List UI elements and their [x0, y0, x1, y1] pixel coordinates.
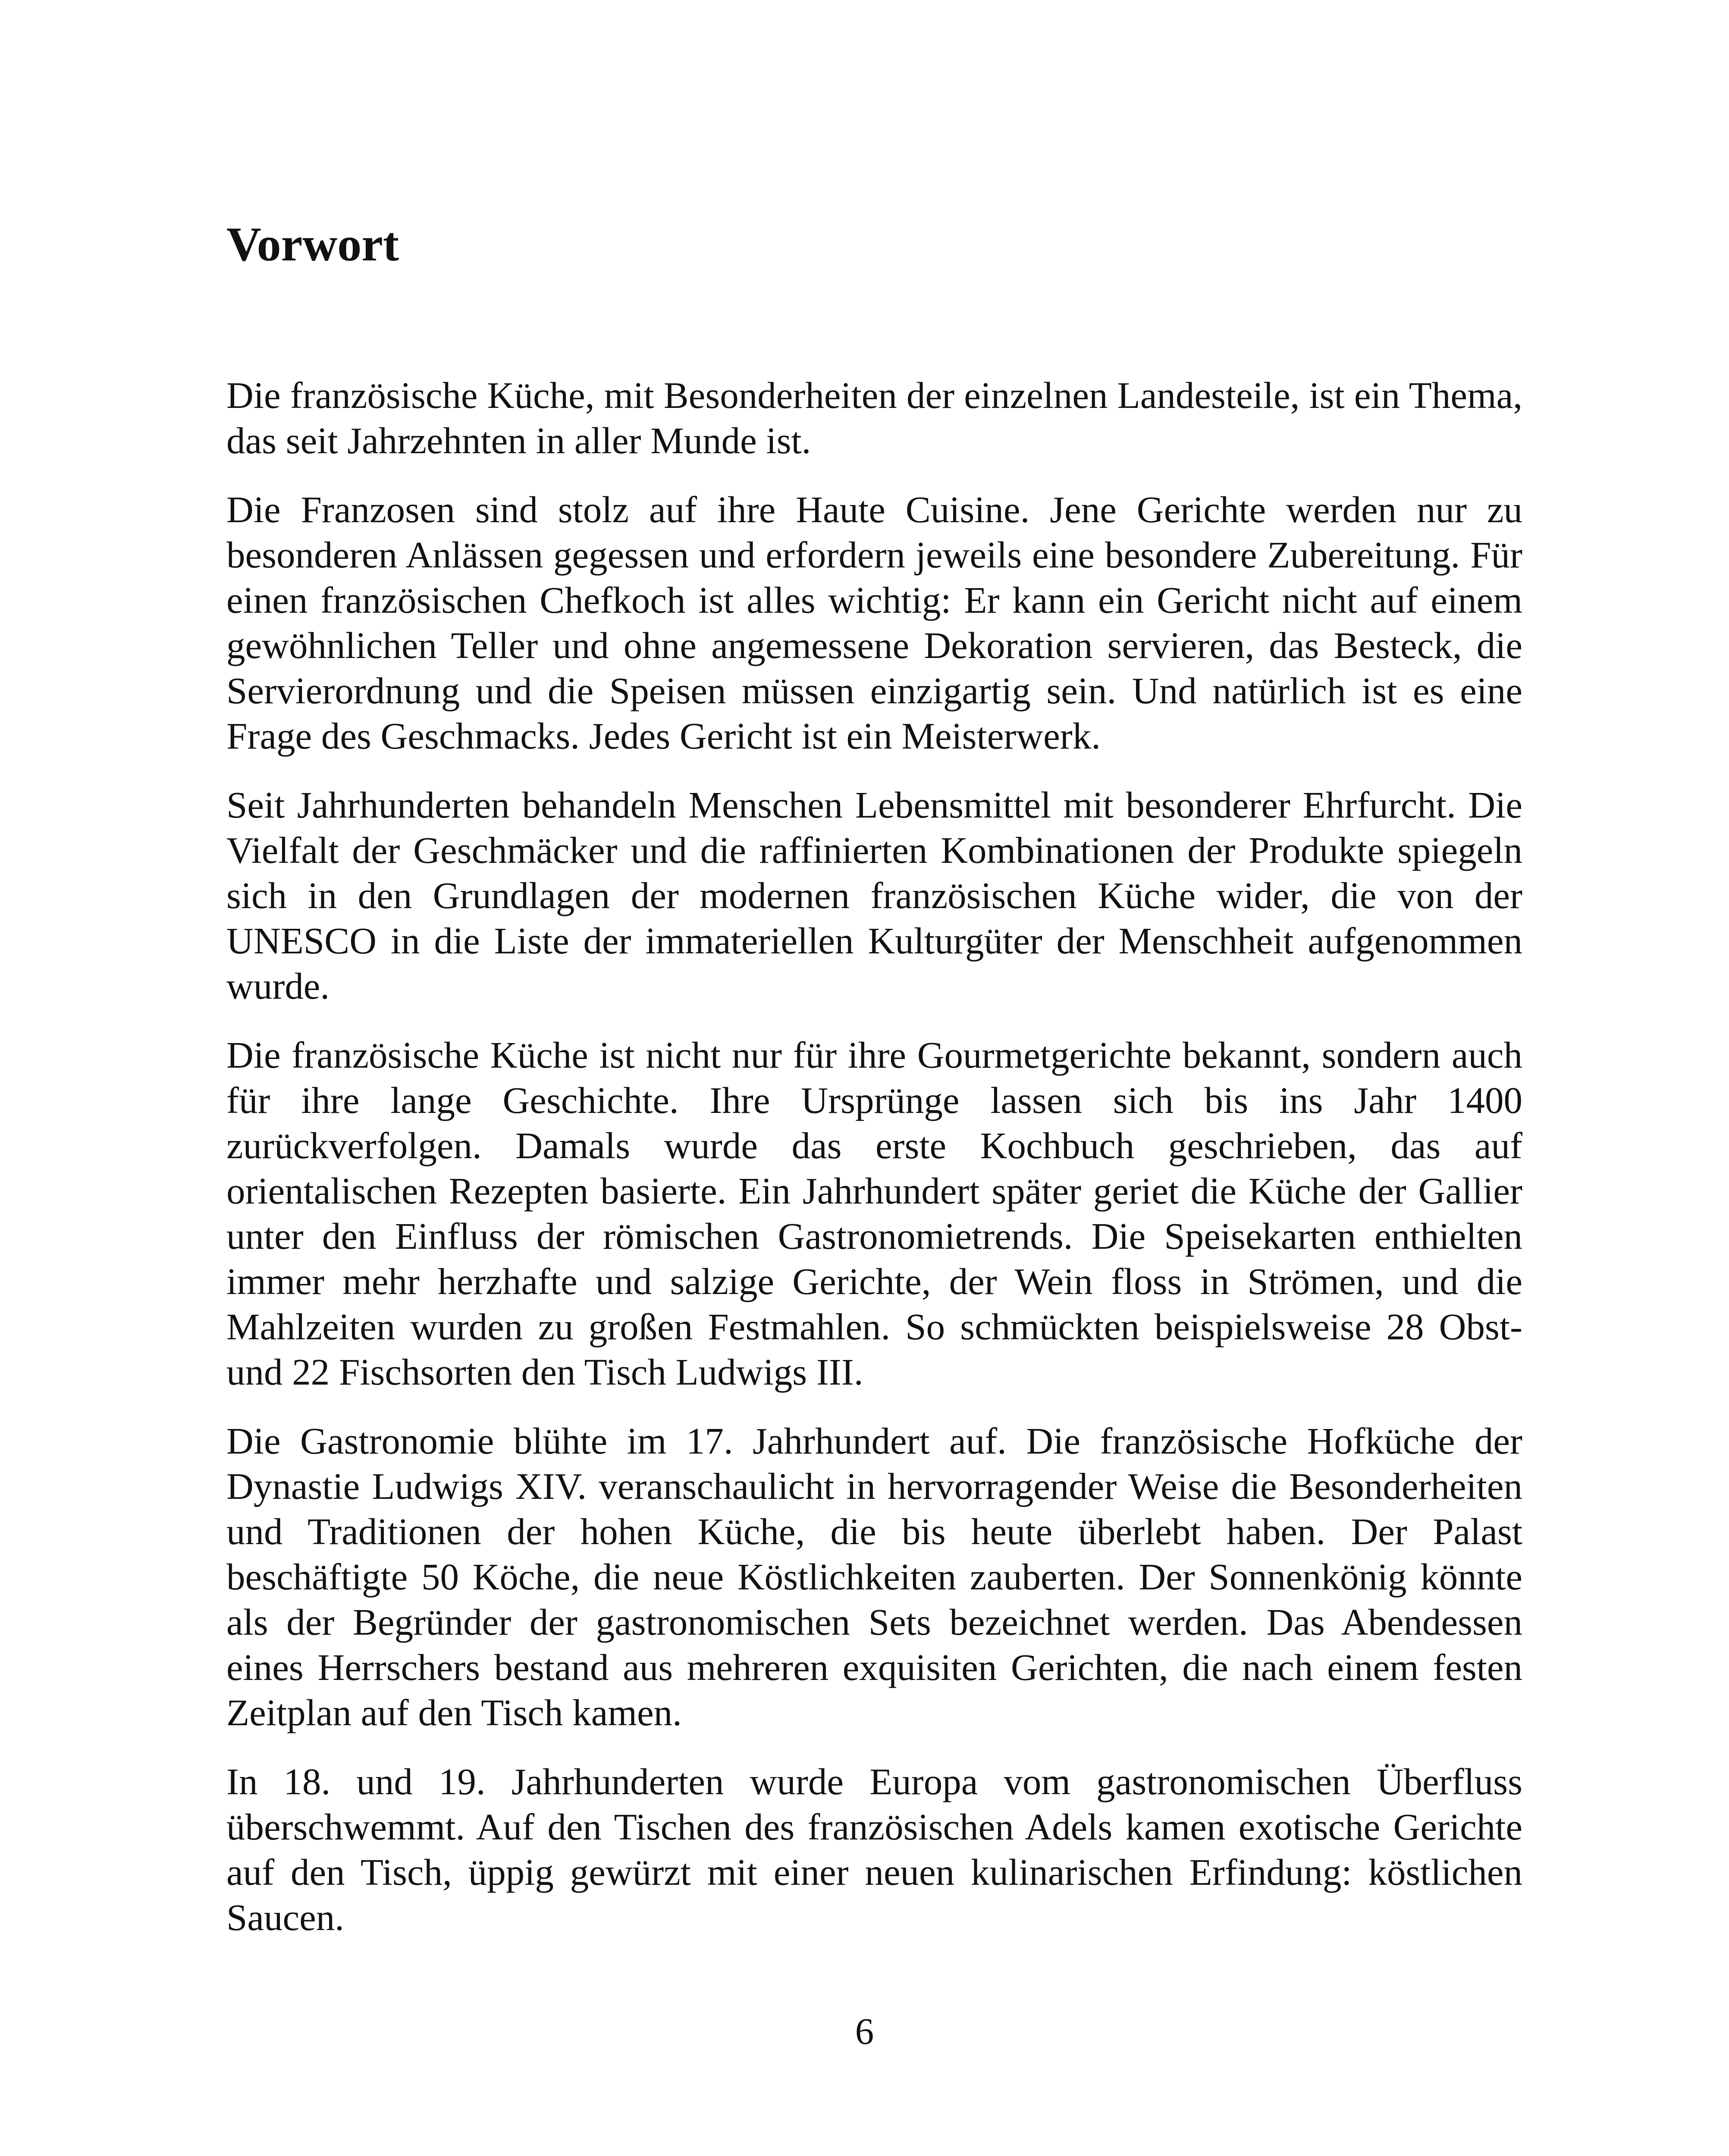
paragraph-5: Die Gastronomie blühte im 17. Jahrhundert auf. Die französische Hofküche der Dynastie Ludwigs XIV. veranschaulicht in hervorragender Weise die Besonderheiten und Traditionen der hohen Küche, die bis heute überlebt haben. Der Palast beschäftigte 50 Köche, die neue Köstlichkeiten zauberten. Der Sonnenkönig könnte als der Begründer der gastronomischen Sets bezeichnet werden. Das Abendessen eines Herrschers bestand aus mehreren exquisiten Gerichten, die nach einem festen Zeitplan auf den Tisch kamen.	[226, 1420, 1522, 1734]
chapter-heading: Vorwort	[226, 218, 399, 271]
page-number: 6	[855, 2010, 874, 2052]
paragraph-1: Die französische Küche, mit Besonderheiten der einzelnen Landesteile, ist ein Thema, das seit Jahrzehnten in aller Munde ist.	[226, 374, 1522, 462]
paragraph-2: Die Franzosen sind stolz auf ihre Haute Cuisine. Jene Gerichte werden nur zu besonderen Anlässen gegessen und erfordern jeweils eine besondere Zubereitung. Für einen französischen Chefkoch ist alles wichtig: Er kann ein Gericht nicht auf einem gewöhnlichen Teller und ohne angemessene Dekoration servieren, das Besteck, die Servierordnung und die Speisen müssen einzigartig sein. Und natürlich ist es eine Frage des Geschmacks. Jedes Gericht ist ein Meisterwerk.	[226, 489, 1522, 757]
paragraph-6: In 18. und 19. Jahrhunderten wurde Europa vom gastronomischen Überfluss überschwemmt. Auf den Tischen des französischen Adels kamen exotische Gerichte auf den Tisch, üppig gewürzt mit einer neuen kulinarischen Erfindung: köstlichen Saucen.	[226, 1761, 1522, 1939]
paragraph-3: Seit Jahrhunderten behandeln Menschen Lebensmittel mit besonderer Ehrfurcht. Die Vielfalt der Geschmäcker und die raffinierten Kombinationen der Produkte spiegeln sich in den Grundlagen der modernen französischen Küche wider, die von der UNESCO in die Liste der immateriellen Kulturgüter der Menschheit aufgenommen wurde.	[226, 784, 1522, 1007]
page-content	[226, 216, 1522, 1964]
paragraph-4: Die französische Küche ist nicht nur für ihre Gourmetgerichte bekannt, sondern auch für ihre lange Geschichte. Ihre Ursprünge lassen sich bis ins Jahr 1400 zurückverfolgen. Damals wurde das erste Kochbuch geschrieben, das auf orientalischen Rezepten basierte. Ein Jahrhundert später geriet die Küche der Gallier unter den Einfluss der römischen Gastronomietrends. Die Speisekarten enthielten immer mehr herzhafte und salzige Gerichte, der Wein floss in Strömen, und die Mahlzeiten wurden zu großen Festmahlen. So schmückten beispielsweise 28 Obst- und 22 Fischsorten den Tisch Ludwigs III.	[226, 1034, 1522, 1393]
